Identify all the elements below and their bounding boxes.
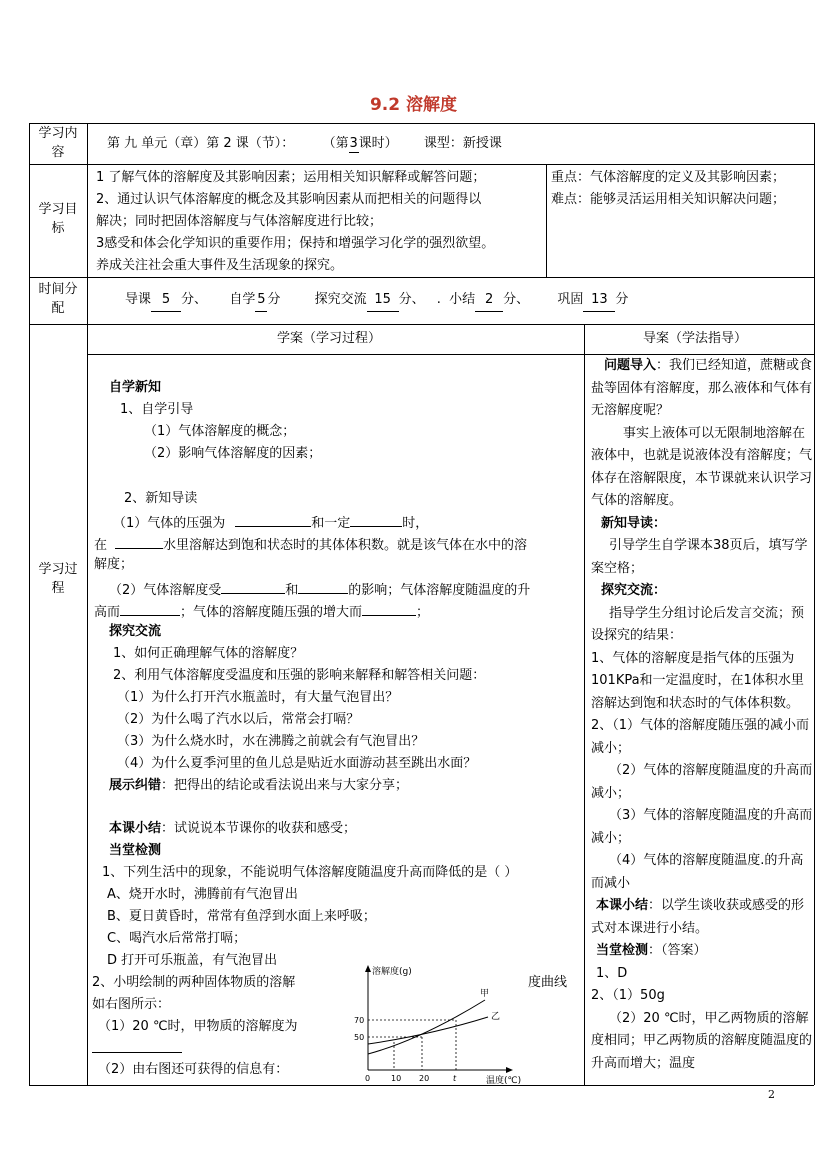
text-line: 1、如何正确理解气体的溶解度？ xyxy=(113,646,304,661)
guide-para-wenti xyxy=(591,355,813,423)
text-line: （1）20 ℃时，甲物质的溶解度为 xyxy=(98,1019,298,1034)
text-fragment: ；气体的溶解度随压强的增大而 xyxy=(180,605,363,620)
curve-yi xyxy=(368,1017,488,1044)
blank[interactable] xyxy=(92,1036,182,1053)
row-divider-2 xyxy=(29,277,814,278)
text-fragment: （2）气体溶解度受 xyxy=(109,583,222,598)
time-item-name: 自学 xyxy=(229,292,256,307)
text-fragment: ：以学生谈收获或感受的形式对本课进行小结。 xyxy=(591,898,805,936)
goal-line-2: 2、通过认识气体溶解度的概念及其影响因素从而把相关的问题得以 xyxy=(96,192,482,207)
guide-ans-2-1: 2、（1）50g xyxy=(591,988,665,1003)
x-tick-label: t xyxy=(453,1074,457,1083)
time-item-unit: 分 xyxy=(267,292,281,307)
section-xiaojie: 本课小结 xyxy=(109,821,162,836)
guide-column xyxy=(591,355,813,1071)
blank[interactable] xyxy=(235,510,311,527)
guide-answer-2-2: （2）气体的溶解度随温度的升高而减小； xyxy=(591,763,813,801)
text-line: （2）由右图还可获得的信息有： xyxy=(98,1062,289,1077)
x-axis-label: 温度(℃) xyxy=(486,1076,522,1086)
text-line: （2）影响气体溶解度的因素； xyxy=(144,446,322,461)
text-fragment: 的影响；气体溶解度随温度的升 xyxy=(348,583,531,598)
y-tick-label: 70 xyxy=(354,1016,365,1025)
lesson-type: 课型：新授课 xyxy=(423,136,502,151)
section-wenti: 问题导入 xyxy=(604,358,657,373)
section-tanjiu: 探究交流 xyxy=(109,624,162,639)
table-border-bottom xyxy=(29,1085,814,1086)
guide-ans-1: 1、D xyxy=(596,965,628,981)
guide-para-xinzhi: 引导学生自学课本38页后，填写学案空格； xyxy=(591,538,808,576)
difficulty: 难点：能够灵活运用相关知识解决问题； xyxy=(551,192,786,207)
time-item-value: 5 xyxy=(151,289,181,312)
lesson-suffix: 课时） xyxy=(358,136,398,151)
series-label-yi: 乙 xyxy=(491,1012,501,1022)
time-item-unit: 分、 xyxy=(181,292,208,307)
blank[interactable] xyxy=(221,577,285,594)
goals-divider xyxy=(546,164,547,277)
section-zixue: 自学新知 xyxy=(109,380,162,395)
xiaojie-line xyxy=(109,818,356,840)
time-item-value: 2 xyxy=(475,289,503,312)
text-line: （1）气体溶解度的概念； xyxy=(144,424,296,439)
section-jiance: 当堂检测 xyxy=(109,843,162,858)
guide-answer-1: 1、气体的溶解度是指气体的压强为101KPa和一定温度时，在1体积水里溶解达到饱和状态时的气体体积数。 xyxy=(591,650,804,711)
time-item-unit: 分 xyxy=(615,292,629,307)
time-item-value: 5 xyxy=(255,289,267,312)
blank[interactable] xyxy=(350,510,402,527)
text-fragment: ： xyxy=(653,515,667,531)
text-line: C、喝汽水后常常打嗝； xyxy=(107,931,247,946)
goal-line-5: 养成关注社会重大事件及生活现象的探究。 xyxy=(96,258,344,273)
goal-line-3: 解决；同时把固体溶解度与气体溶解度进行比较； xyxy=(96,214,383,229)
time-mark: . xyxy=(436,292,441,307)
text-fragment: ：试说说本节课你的收获和感受； xyxy=(161,821,357,836)
lesson-number: 3 xyxy=(349,136,358,151)
text-line: B、夏日黄昏时，常常有鱼浮到水面上来呼吸； xyxy=(107,909,376,924)
text-line: 度曲线 xyxy=(528,975,568,990)
guide-para-xinzhi-h xyxy=(591,513,813,536)
text-fragment: ： xyxy=(653,583,667,598)
guide-ans-2-2: （2）20 ℃时，甲乙两物质的溶解度相同；甲乙两物质的溶解度随温度的升高而增大；温度 xyxy=(591,1010,813,1071)
blank[interactable] xyxy=(120,599,180,616)
text-line: A、烧开水时，沸腾前有气泡冒出 xyxy=(107,887,298,902)
guide-answer-2-3: （3）气体的溶解度随温度的升高而减小； xyxy=(591,808,813,846)
text-fragment: 和一定 xyxy=(311,516,351,531)
table-border-left xyxy=(29,123,30,1085)
guide-answer-2-1: 2、（1）气体的溶解度随压强的减小而减小； xyxy=(591,718,810,756)
lesson-prefix: （第 xyxy=(322,136,349,151)
text-line: 1、自学引导 xyxy=(120,402,194,417)
text-line: 1、下列生活中的现象，不能说明气体溶解度随温度升高而降低的是（ ） xyxy=(102,865,518,880)
x-tick-label: 0 xyxy=(365,1074,371,1083)
label-column-divider xyxy=(87,123,88,1085)
guide-para-tanjiu: 指导学生分组讨论后发言交流；预设探究的结果： xyxy=(591,605,805,643)
text-fragment: 和 xyxy=(285,583,299,598)
solubility-chart xyxy=(320,962,530,1084)
table-border-top xyxy=(29,123,814,124)
curve-jia xyxy=(368,1000,485,1054)
row-divider-3 xyxy=(29,324,814,325)
section-tanjiu-guide: 探究交流 xyxy=(601,583,654,598)
key-point: 重点：气体溶解度的定义及其影响因素； xyxy=(551,170,786,185)
text-line: D 打开可乐瓶盖，有气泡冒出 xyxy=(107,953,278,968)
text-fragment: ：我们已经知道，蔗糖或食盐等固体有溶解度，那么液体和气体有无溶解度呢？ xyxy=(591,358,813,418)
y-axis-label: 溶解度(g) xyxy=(372,967,412,977)
text-fragment: ：（答案） xyxy=(648,943,707,958)
text-line: 如右图所示： xyxy=(92,997,171,1012)
guide-para-shishi: 事实上液体可以无限制地溶解在液体中，也就是说液体没有溶解度；气体存在溶解限度，本节课就来认识学习气体的溶解度。 xyxy=(591,425,813,508)
time-item-unit: 分、 xyxy=(398,292,425,307)
time-item-value: 15 xyxy=(367,289,399,312)
page-title: 9.2 溶解度 xyxy=(369,95,458,115)
unit-text: 第 九 单元（章）第 2 课（节）： xyxy=(107,136,295,151)
section-xiaojie-guide: 本课小结 xyxy=(596,898,649,913)
text-line: （2）为什么喝了汽水以后，常常会打嗝？ xyxy=(117,712,360,727)
text-fragment: ：把得出的结论或看法说出来与大家分享； xyxy=(161,778,409,793)
row-divider-1 xyxy=(29,164,814,165)
series-label-jia: 甲 xyxy=(480,989,490,999)
text-line: （1）为什么打开汽水瓶盖时，有大量气泡冒出？ xyxy=(117,690,399,705)
goal-line-1: 1 了解气体的溶解度及其影响因素；运用相关知识解释或解答问题； xyxy=(96,170,486,185)
text-fragment: 在 xyxy=(94,538,108,553)
blank[interactable] xyxy=(362,599,416,616)
goal-line-4: 3感受和体会化学知识的重要作用；保持和增强学习化学的强烈欲望。 xyxy=(96,236,495,251)
x-axis-arrow xyxy=(506,1067,513,1073)
process-divider xyxy=(584,324,585,1085)
text-fragment: 时， xyxy=(402,516,429,531)
time-item-name: 小结 xyxy=(449,292,476,307)
label-time: 时间分配 xyxy=(38,282,78,316)
text-line: 解度； xyxy=(94,557,134,572)
section-xinzhi: 新知导读 xyxy=(601,515,654,531)
blank[interactable] xyxy=(115,532,163,549)
guide-para-jiance xyxy=(591,940,813,963)
text-line: 2、新知导读 xyxy=(124,491,198,506)
text-line: 2、小明绘制的两种固体物质的溶解 xyxy=(92,975,296,990)
zhanshi-line xyxy=(109,775,408,797)
blank[interactable] xyxy=(298,577,348,594)
y-axis-arrow xyxy=(365,965,371,972)
lesson-info xyxy=(107,133,502,155)
section-jiance-guide: 当堂检测 xyxy=(596,943,649,958)
y-tick-label: 50 xyxy=(354,1033,365,1042)
text-fragment: （1）气体的压强为 xyxy=(113,516,226,531)
text-fragment: 水里溶解达到饱和状态时的其体体积数。就是该气体在水中的溶 xyxy=(163,538,528,553)
time-allocation xyxy=(125,289,628,312)
text-fragment: ； xyxy=(416,605,430,620)
time-item-name: 探究交流 xyxy=(314,292,367,307)
head-right: 导案（学法指导） xyxy=(643,331,748,346)
time-item-unit: 分、 xyxy=(503,292,530,307)
guide-para-tanjiu-h xyxy=(591,580,813,603)
label-process: 学习过程 xyxy=(38,562,78,596)
x-tick-label: 10 xyxy=(391,1074,402,1083)
label-goals: 学习目标 xyxy=(38,202,78,236)
time-item-value: 13 xyxy=(583,289,615,312)
fill-line xyxy=(94,532,527,557)
table-border-right xyxy=(814,123,815,1085)
text-fragment: 高而 xyxy=(94,605,121,620)
page-number: 2 xyxy=(768,1088,775,1101)
text-line: （4）为什么夏季河里的鱼儿总是贴近水面游动甚至跳出水面？ xyxy=(117,756,477,771)
text-line: 2、利用气体溶解度受温度和压强的影响来解释和解答相关问题： xyxy=(113,668,486,683)
text-line: （3）为什么烧水时，水在沸腾之前就会有气泡冒出？ xyxy=(117,734,425,749)
time-item-name: 巩固 xyxy=(557,292,584,307)
guide-answer-2-4: （4）气体的溶解度随温度.的升高而减小 xyxy=(591,853,804,891)
label-content: 学习内容 xyxy=(38,126,78,160)
section-zhanshi: 展示纠错 xyxy=(109,778,162,793)
time-item-name: 导课 xyxy=(125,292,152,307)
head-left: 学案（学习过程） xyxy=(277,331,382,346)
x-tick-label: 20 xyxy=(419,1074,430,1083)
guide-para-xiaojie xyxy=(591,895,813,940)
